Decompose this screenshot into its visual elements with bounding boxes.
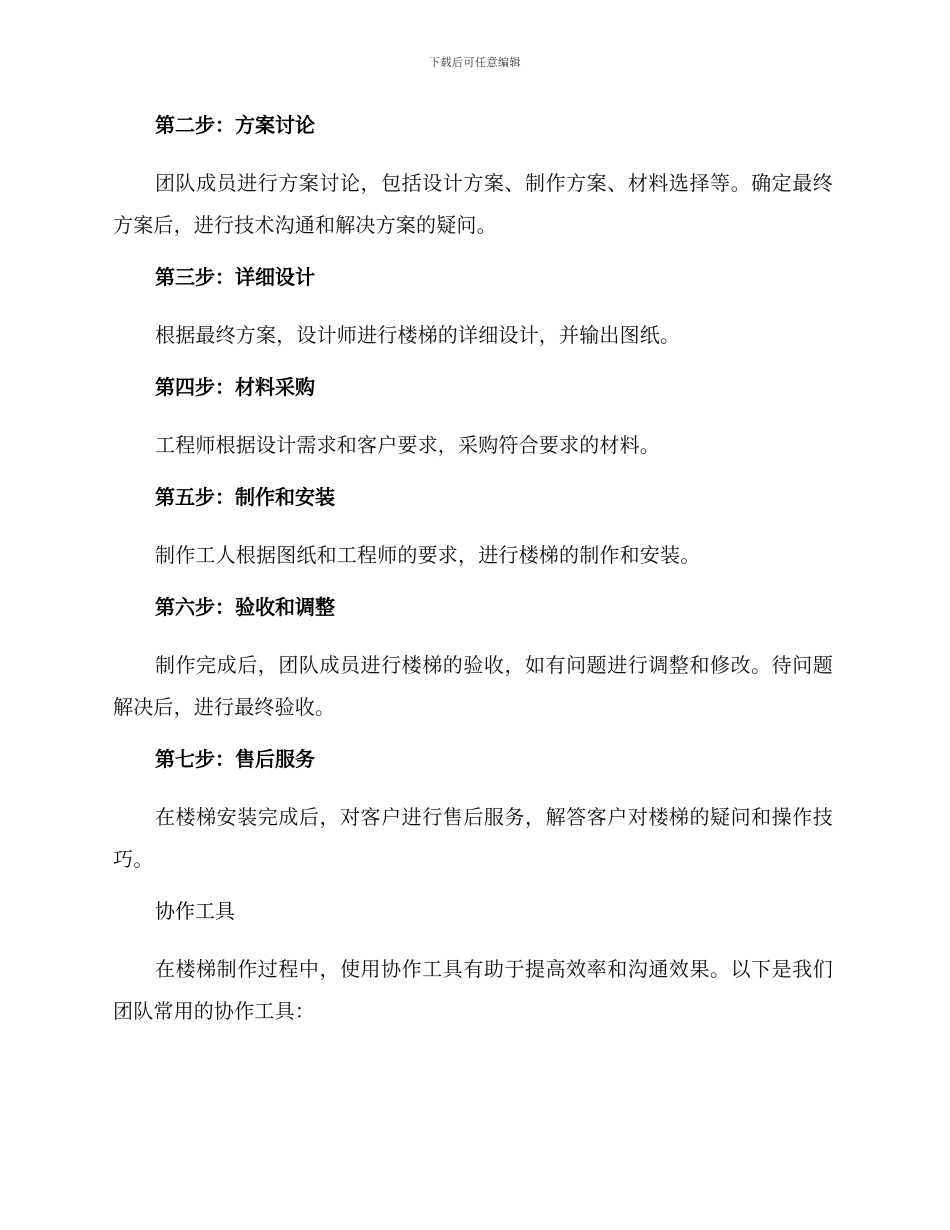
section-heading: 第三步：详细设计: [155, 265, 315, 289]
section-step-6: [113, 590, 833, 728]
section-step-3: [113, 260, 833, 356]
section-heading: 第四步：材料采购: [155, 375, 315, 399]
section-paragraph: 在楼梯安装完成后，对客户进行售后服务，解答客户对楼梯的疑问和操作技巧。: [113, 805, 833, 871]
section-step-4: [113, 370, 833, 466]
document-body: [113, 108, 833, 1046]
section-heading: 第六步：验收和调整: [155, 595, 335, 619]
section-step-2: [113, 108, 833, 246]
section-paragraph: 在楼梯制作过程中，使用协作工具有助于提高效率和沟通效果。以下是我们团队常用的协作工具：: [113, 957, 833, 1023]
section-heading: 第二步：方案讨论: [155, 113, 315, 137]
section-step-5: [113, 480, 833, 576]
section-step-7: [113, 742, 833, 880]
section-heading: 协作工具: [155, 899, 235, 923]
section-paragraph: 制作工人根据图纸和工程师的要求，进行楼梯的制作和安装。: [155, 543, 701, 567]
section-heading: 第七步：售后服务: [155, 747, 315, 771]
section-paragraph: 制作完成后，团队成员进行楼梯的验收，如有问题进行调整和修改。待问题解决后，进行最终验收。: [113, 653, 833, 719]
section-collaboration-tools: [113, 894, 833, 1032]
section-heading: 第五步：制作和安装: [155, 485, 335, 509]
section-paragraph: 根据最终方案，设计师进行楼梯的详细设计，并输出图纸。: [155, 323, 681, 347]
page-header: 下载后可任意编辑: [429, 56, 521, 69]
section-paragraph: 团队成员进行方案讨论，包括设计方案、制作方案、材料选择等。确定最终方案后，进行技术沟通和解决方案的疑问。: [113, 171, 833, 237]
section-paragraph: 工程师根据设计需求和客户要求，采购符合要求的材料。: [155, 433, 660, 457]
